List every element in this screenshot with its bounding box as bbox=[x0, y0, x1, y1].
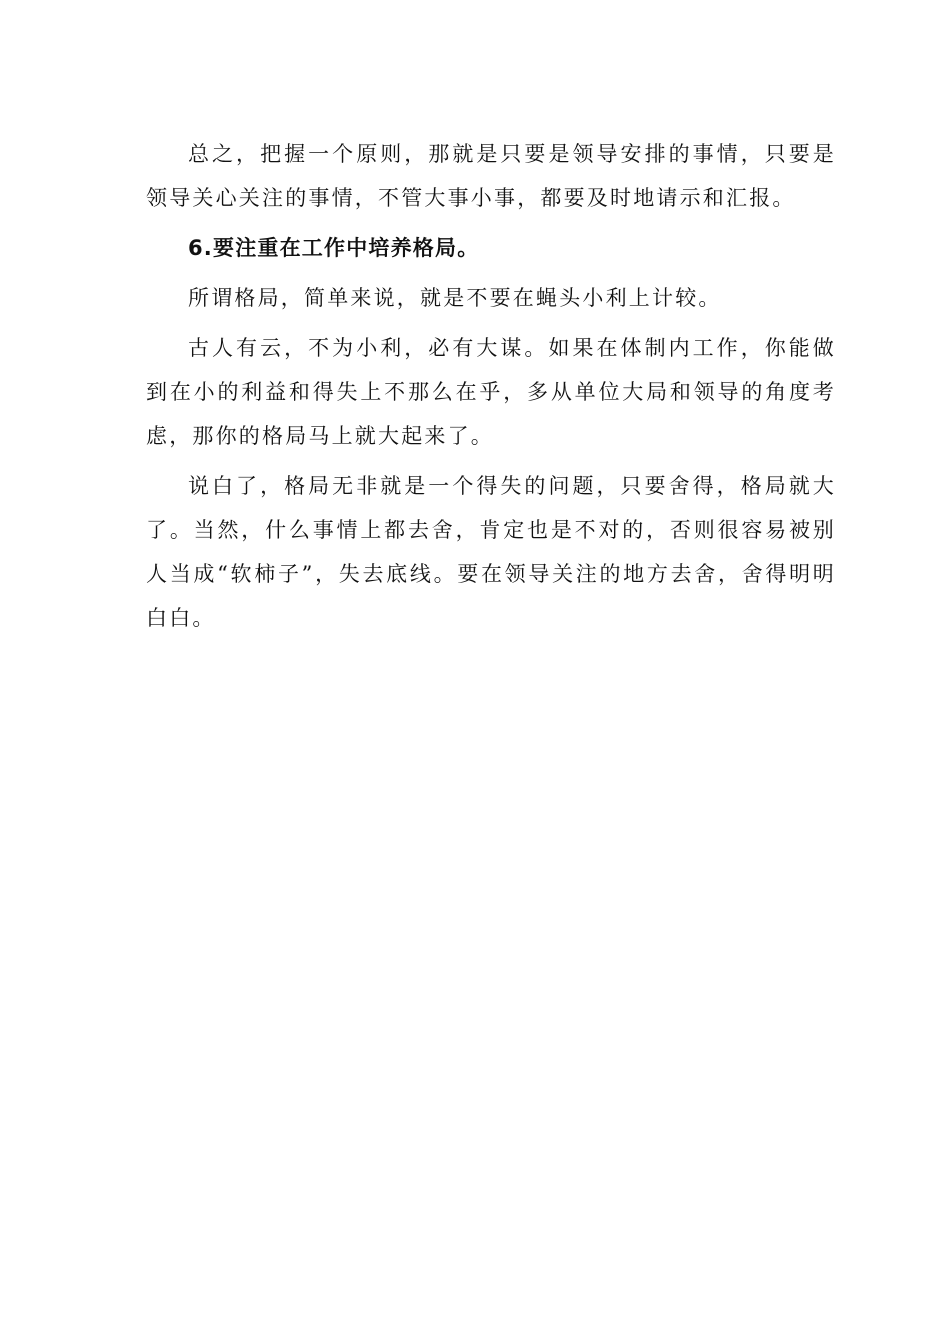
document-body bbox=[146, 132, 836, 646]
paragraph-definition: 所谓格局，简单来说，就是不要在蝇头小利上计较。 bbox=[188, 286, 722, 310]
paragraph-conclusion: 说白了，格局无非就是一个得失的问题，只要舍得，格局就大了。当然，什么事情上都去舍，肯定也是不对的，否则很容易被别人当成“软柿子”，失去底线。要在领导关注的地方去舍，舍得明明白白。 bbox=[146, 474, 836, 630]
section-heading-6: 6.要注重在工作中培养格局。 bbox=[188, 236, 480, 260]
paragraph-ancient-saying: 古人有云，不为小利，必有大谋。如果在体制内工作，你能做到在小的利益和得失上不那么在乎，多从单位大局和领导的角度考虑，那你的格局马上就大起来了。 bbox=[146, 336, 836, 448]
paragraph-summary: 总之，把握一个原则，那就是只要是领导安排的事情，只要是领导关心关注的事情，不管大事小事，都要及时地请示和汇报。 bbox=[146, 142, 836, 210]
